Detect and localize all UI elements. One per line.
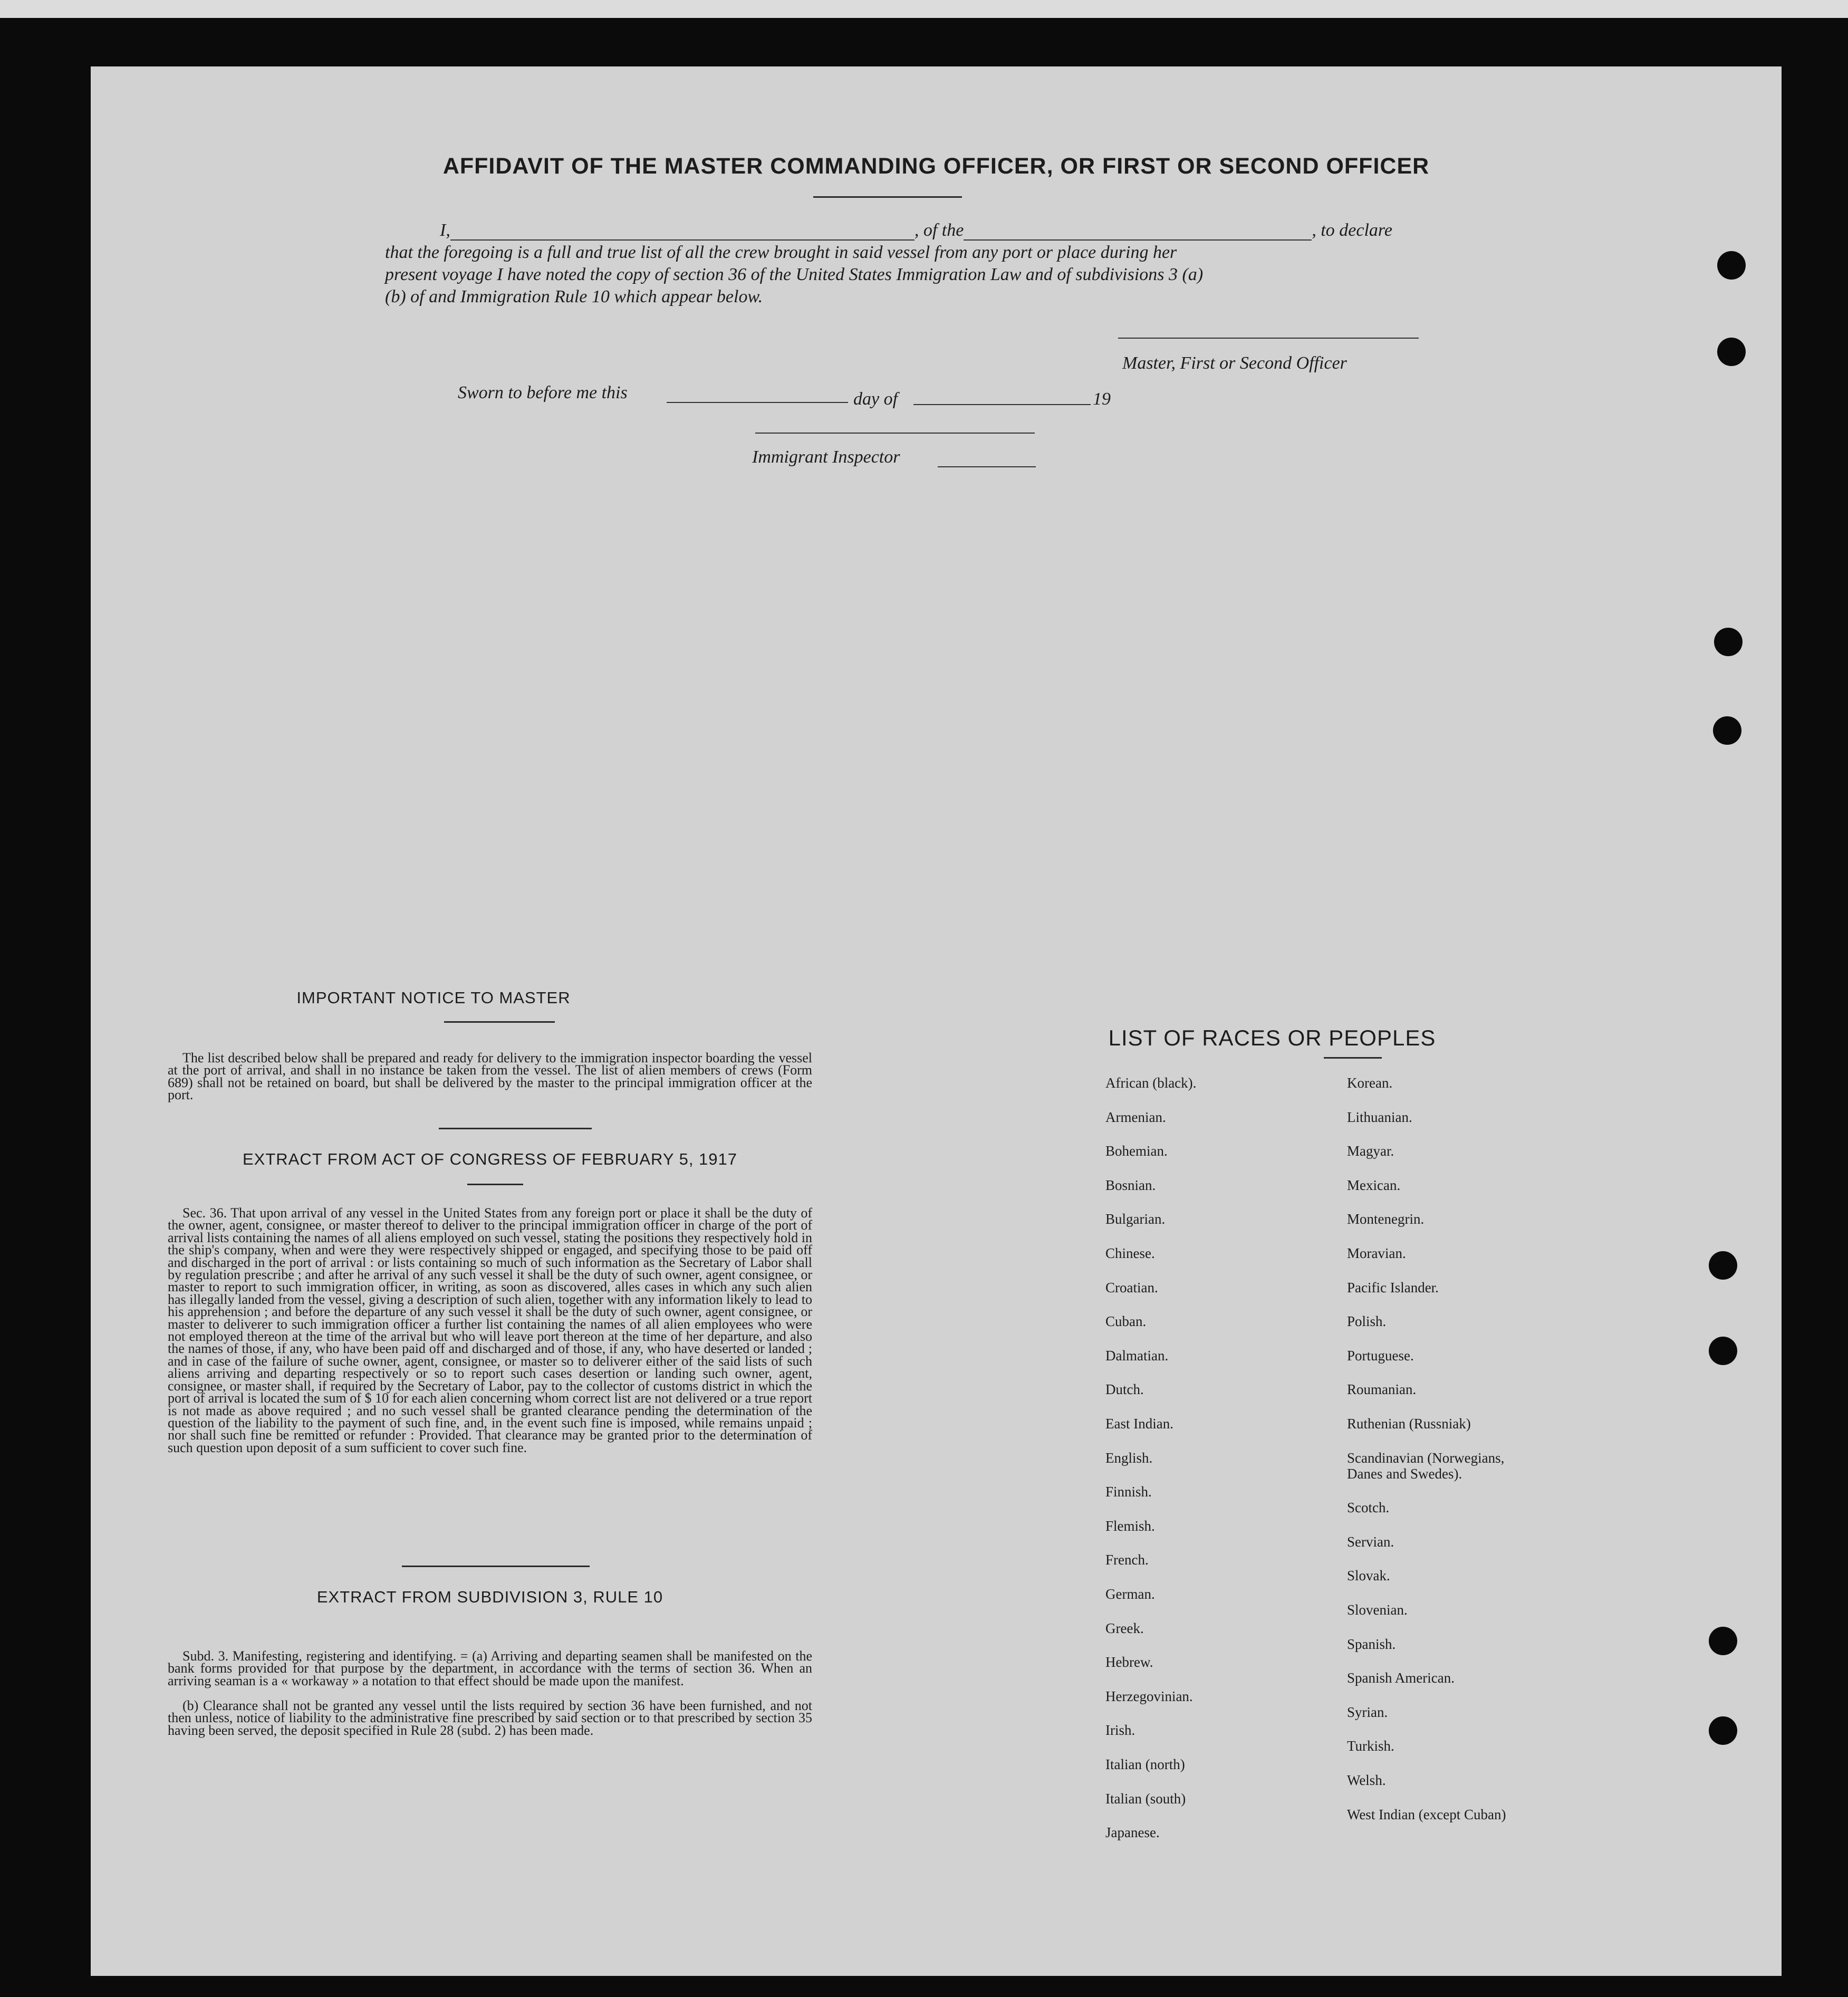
act-text: Sec. 36. That upon arrival of any vessel in the United States from any foreign port or place it shall be the duty of the owner, agent, consignee, or master thereof to deliver to the principal immigration officer in charge of the port of arrival lists containing the names of all aliens employed on such vessel, stating the positions they respectively hold in the ship's company, when and were they were respectively shipped or engaged, and specifying those to be paid off and discharged in the port of arrival : or lists containing so much of such information as the Secretary of Labor shall by regulation prescribe ; and after he arrival of any such vessel it shall be the duty of such owner, agent consignee, or master to report to such immigration officer, in writing, as soon as discovered, alles cases in which any such alien has illegally landed from the vessel, giving a description of such alien, together with any information likely to lead to his apprehension ; and before the departure of any such vessel it shall be the duty of such owner, agent consignee, or master to deliverer to such immigration officer a further list containing the names of all alien employees who were not employed thereon at the time of the arrival but who will leave port thereon at the time of her departure, and also the names of those, if any, who have been paid off and discharged and of those, if any, who have deserted or landed ; and in case of the failure of suche owner, agent, consignee, or master so to deliverer either of the said lists of such aliens arriving and departing respectively or so to report such cases desertion or landing such owner, agent, consignee, or master shall, if required by the Secretary of Labor, pay to the collector of customs district in which the port of arrival is located the sum of $ 10 for each alien concerning whom correct list are not delivered or a true report is not made as above required ; and no such vessel shall be granted clearance pending the determination of the question of the liability to the payment of such fine, and, in the event such fine is imposed, while remains unpaid ; nor shall such fine be remitted or refunder : Provided. That clearance may be granted prior to the determination of such question upon deposit of a sum sufficient to cover such fine. [168,1205,812,1455]
race-item: East Indian. [1105,1416,1173,1432]
notice-divider [439,1128,592,1129]
binder-hole [1709,1251,1737,1280]
race-item: Herzegovinian. [1105,1688,1193,1704]
race-item: Magyar. [1347,1143,1394,1159]
notice-heading: IMPORTANT NOTICE TO MASTER [296,988,571,1007]
race-item: Mexican. [1347,1177,1401,1193]
inspector-signature-line [938,466,1036,467]
race-item: French. [1105,1552,1149,1568]
affidavit-title: AFFIDAVIT OF THE MASTER COMMANDING OFFICER, OR FIRST OR SECOND OFFICER [442,153,1430,179]
race-item: Slovenian. [1347,1602,1408,1618]
declarant-name-field[interactable] [450,222,915,241]
race-item: Bulgarian. [1105,1211,1166,1227]
notice-underline [444,1021,555,1023]
rule-heading: EXTRACT FROM SUBDIVISION 3, RULE 10 [316,1588,663,1606]
race-item: West Indian (except Cuban) [1347,1806,1506,1822]
sworn-label: Sworn to before me this [458,383,628,402]
race-item: Dalmatian. [1105,1347,1169,1364]
race-item: Welsh. [1347,1772,1386,1788]
form-page [91,66,1782,1976]
race-item: English. [1105,1449,1153,1466]
sworn-day-field[interactable] [667,402,848,403]
vessel-name-field[interactable] [964,222,1312,241]
race-item: Moravian. [1347,1245,1406,1261]
race-item: Chinese. [1105,1245,1155,1261]
affidavit-line-1: that the foregoing is a full and true list of all the crew brought in said vessel from any port or place during her [385,243,1177,262]
act-underline [467,1184,523,1185]
race-item: Spanish. [1347,1636,1396,1652]
race-item: Flemish. [1105,1518,1155,1534]
to-declare-label: , to declare [1312,220,1392,240]
rule-text-b: (b) Clearance shall not be granted any vessel until the lists required by section 36 have been furnished, and not then unless, notice of liability to the administrative fine prescribed by said section or to that prescribed by section 35 having been served, the deposit specified in Rule 28 (subd. 2) has been made. [168,1698,812,1738]
title-underline [813,196,962,198]
race-item: Cuban. [1105,1313,1147,1330]
race-item: Danes and Swedes). [1347,1465,1462,1482]
sworn-month-field[interactable] [913,404,1091,405]
signature-label: Master, First or Second Officer [1122,353,1347,373]
binder-hole [1709,1716,1737,1745]
race-item: Korean. [1347,1075,1393,1091]
race-item: Scandinavian (Norwegians, [1347,1449,1505,1466]
race-item: Pacific Islander. [1347,1279,1439,1295]
race-item: Japanese. [1105,1825,1160,1841]
race-item: Ruthenian (Russniak) [1347,1416,1471,1432]
race-item: Bohemian. [1105,1143,1168,1159]
race-item: African (black). [1105,1075,1197,1091]
year-label: 19 [1093,389,1111,409]
race-item: Italian (south) [1105,1790,1186,1807]
race-item: Scotch. [1347,1500,1390,1516]
race-item: Hebrew. [1105,1654,1153,1670]
affidavit-line-3: (b) of and Immigration Rule 10 which appear below. [385,287,763,306]
race-item: Croatian. [1105,1279,1158,1295]
affidavit-line-2: present voyage I have noted the copy of section 36 of the United States Immigration Law and of subdivisions 3 (a) [385,265,1204,284]
binder-hole [1709,1337,1737,1365]
race-item: Roumanian. [1347,1381,1417,1398]
day-of-label: day of [853,389,898,409]
race-item: Slovak. [1347,1568,1390,1584]
declarant-line [440,220,1519,243]
binder-hole [1709,1627,1737,1655]
race-item: Dutch. [1105,1381,1144,1398]
race-item: Syrian. [1347,1704,1388,1720]
notice-text: The list described below shall be prepared and ready for delivery to the immigration inspector boarding the vessel at the port of arrival, and shall in no instance be taken from the vessel. The list of alien members of crews (Form 689) shall not be retained on board, but shall be delivered by the master to the principal immigration officer at the port. [168,1050,812,1103]
binder-hole [1717,251,1746,280]
act-heading: EXTRACT FROM ACT OF CONGRESS OF FEBRUARY 5, 1917 [242,1150,738,1168]
binder-hole [1714,628,1743,656]
officer-signature-field[interactable] [1118,338,1419,339]
inspector-label: Immigrant Inspector [752,447,900,467]
binder-hole [1717,338,1746,366]
race-item: Servian. [1347,1533,1394,1550]
race-item: Polish. [1347,1313,1387,1330]
races-underline [1324,1057,1382,1059]
race-item: Finnish. [1105,1484,1152,1500]
race-item: Italian (north) [1105,1756,1185,1772]
binder-hole [1713,716,1741,745]
of-the-label: , of the [914,220,964,240]
race-item: Irish. [1105,1722,1135,1739]
inspector-signature-field[interactable] [755,433,1035,434]
race-item: Turkish. [1347,1738,1394,1754]
act-divider [402,1566,590,1567]
race-item: Lithuanian. [1347,1109,1412,1125]
rule-text-a: Subd. 3. Manifesting, registering and identifying. = (a) Arriving and departing seamen shall be manifested on the bank forms provided for that purpose by the department, in accordance with the terms of section 36. When an arriving seaman is a « workaway » a notation to that effect should be made upon the manifest. [168,1648,812,1688]
race-item: Spanish American. [1347,1670,1455,1686]
race-item: Greek. [1105,1620,1144,1636]
race-item: Bosnian. [1105,1177,1156,1193]
scan-top-edge [0,0,1848,18]
races-heading: LIST OF RACES OR PEOPLES [1108,1025,1436,1050]
race-item: Montenegrin. [1347,1211,1424,1227]
i-label: I, [440,220,450,240]
race-item: Armenian. [1105,1109,1166,1125]
race-item: German. [1105,1586,1155,1602]
race-item: Portuguese. [1347,1347,1414,1364]
